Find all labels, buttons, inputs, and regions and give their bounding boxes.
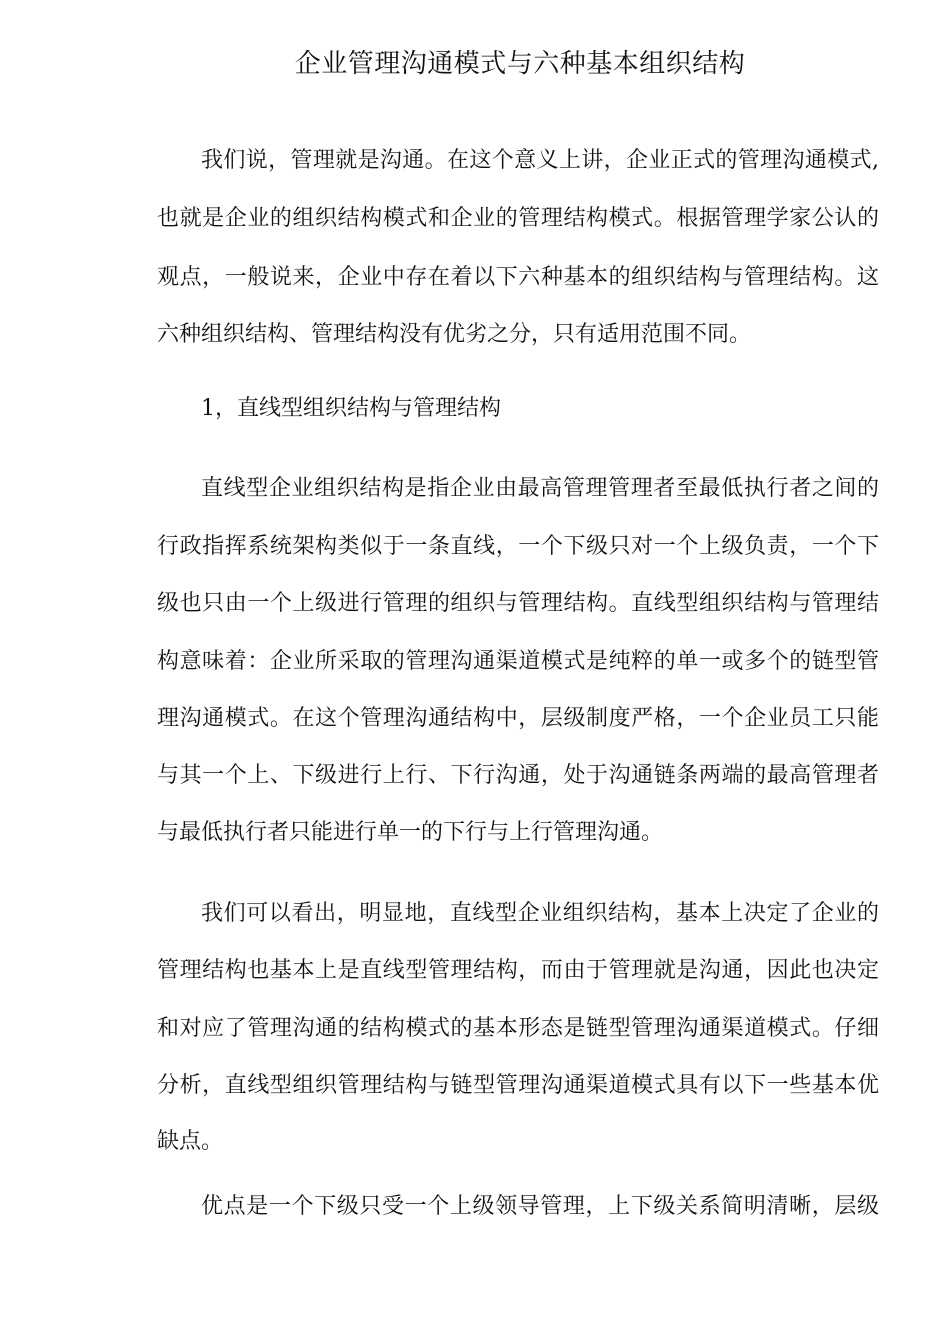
document-title: 企业管理沟通模式与六种基本组织结构	[294, 49, 746, 79]
paragraph-4-line-4: 分析，直线型组织管理结构与链型管理沟通渠道模式具有以下一些基本优	[157, 1073, 879, 1098]
paragraph-3-line-4: 构意味着：企业所采取的管理沟通渠道模式是纯粹的单一或多个的链型管	[157, 649, 879, 674]
paragraph-3-line-2: 行政指挥系统架构类似于一条直线，一个下级只对一个上级负责，一个下	[157, 534, 879, 559]
section-heading: 1，直线型组织结构与管理结构	[201, 396, 501, 421]
paragraph-4-line-1: 我们可以看出，明显地，直线型企业组织结构，基本上决定了企业的	[201, 901, 879, 926]
paragraph-1-line-1: 我们说，管理就是沟通。在这个意义上讲，企业正式的管理沟通模式,	[201, 148, 879, 173]
paragraph-3-line-3: 级也只由一个上级进行管理的组织与管理结构。直线型组织结构与管理结	[157, 591, 879, 616]
paragraph-1-line-3: 观点，一般说来，企业中存在着以下六种基本的组织结构与管理结构。这	[157, 265, 879, 290]
paragraph-4-line-3: 和对应了管理沟通的结构模式的基本形态是链型管理沟通渠道模式。仔细	[157, 1016, 879, 1041]
paragraph-3-line-7: 与最低执行者只能进行单一的下行与上行管理沟通。	[157, 820, 664, 845]
paragraph-1-line-4: 六种组织结构、管理结构没有优劣之分，只有适用范围不同。	[157, 322, 752, 347]
paragraph-3-line-1: 直线型企业组织结构是指企业由最高管理管理者至最低执行者之间的	[201, 476, 879, 501]
paragraph-5-line-1: 优点是一个下级只受一个上级领导管理，上下级关系简明清晰，层级	[201, 1194, 879, 1219]
paragraph-4-line-5: 缺点。	[157, 1129, 224, 1154]
paragraph-3-line-6: 与其一个上、下级进行上行、下行沟通，处于沟通链条两端的最高管理者	[157, 763, 879, 788]
paragraph-1-line-2: 也就是企业的组织结构模式和企业的管理结构模式。根据管理学家公认的	[157, 206, 879, 231]
paragraph-3-line-5: 理沟通模式。在这个管理沟通结构中，层级制度严格，一个企业员工只能	[157, 706, 879, 731]
paragraph-4-line-2: 管理结构也基本上是直线型管理结构，而由于管理就是沟通，因此也决定	[157, 958, 879, 983]
